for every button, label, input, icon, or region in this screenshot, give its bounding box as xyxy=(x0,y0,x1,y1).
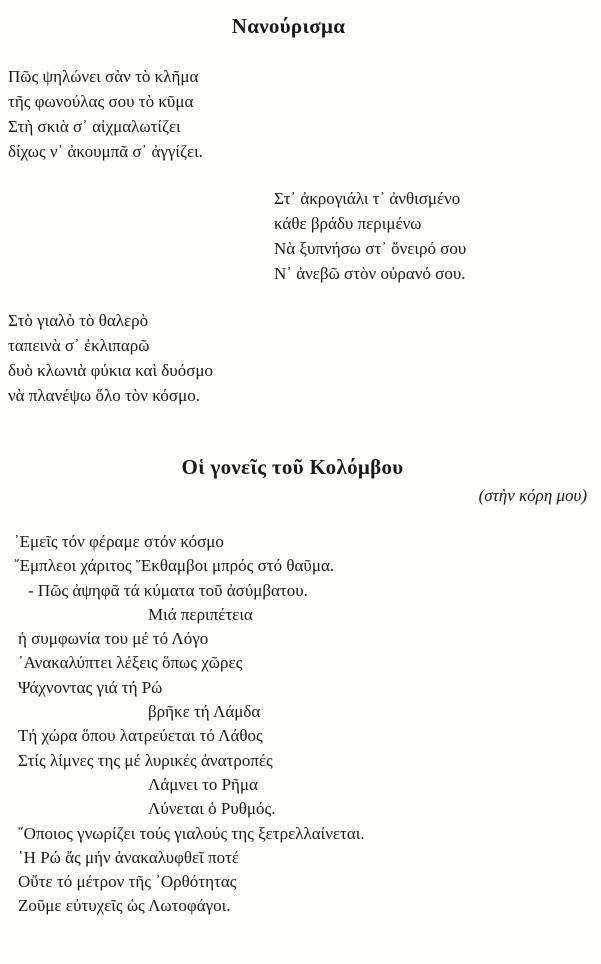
poem-2-body xyxy=(14,530,365,919)
verse-line: Πῶς ψηλώνει σὰν τὸ κλῆμα xyxy=(8,67,199,86)
verse-line: Στίς λίμνες της μέ λυρικές ἀνατροπές xyxy=(18,750,273,770)
verse-line: Ν᾽ ἀνεβῶ στὸν οὐρανό σου. xyxy=(274,264,466,283)
verse-line: τῆς φωνούλας σου τὸ κῦμα xyxy=(8,92,194,111)
poem-title-nanourisma: Νανούρισμα xyxy=(231,14,346,38)
verse-line: Στ᾽ ἀκρογιάλι τ᾽ ἀνθισμένο xyxy=(274,189,461,208)
verse-line: κάθε βράδυ περιμένω xyxy=(274,214,422,233)
verse-line: ᾽Ανακαλύπτει λέξεις ὅπως χῶρες xyxy=(18,653,243,673)
verse-line: Νὰ ξυπνήσω στ᾽ ὄνειρό σου xyxy=(274,239,467,258)
verse-line: Λύνεται ὁ Ρυθμός. xyxy=(148,799,276,819)
stanza-2 xyxy=(274,186,466,286)
verse-line: ῞Οποιος γνωρίζει τούς γιαλούς της ξετρελλαίνεται. xyxy=(18,823,365,843)
stanza-3 xyxy=(8,308,213,408)
dedication: (στὴν κόρη μου) xyxy=(478,486,587,505)
verse-line: Μιά περιπέτεια xyxy=(148,604,253,624)
stanza-1 xyxy=(8,64,203,164)
verse-line: ῎Εμπλεοι χάριτος Ἔκθαμβοι μπρός στό θαῦμα. xyxy=(14,556,335,576)
verse-line: δυὸ κλωνιὰ φύκια καὶ δυόσμο xyxy=(8,361,213,380)
poem-title-oi-goneis: Οἱ γονεῖς τοῦ Κολόμβου xyxy=(181,455,404,479)
verse-line: ῾Η Ρώ ἄς μήν ἀνακαλυφθεῖ ποτέ xyxy=(18,847,240,867)
verse-line: ταπεινὰ σ᾽ ἐκλιπαρῶ xyxy=(8,336,150,355)
verse-line: Λάμνει το Ρῆμα xyxy=(148,774,258,794)
verse-line: - Πῶς ἀψηφᾶ τά κύματα τοῦ ἀσύμβατου. xyxy=(28,580,308,600)
verse-line: Ζοῦμε εὐτυχεῖς ὡς Λωτοφάγοι. xyxy=(18,896,231,916)
verse-line: ᾽Εμεῖς τόν φέραμε στόν κόσμο xyxy=(14,532,224,551)
verse-line: Τή χώρα ὅπου λατρεύεται τό Λάθος xyxy=(18,726,263,746)
verse-line: Οὔτε τό μέτρον τῆς ᾽Ορθότητας xyxy=(18,872,237,892)
verse-line: δίχως ν᾽ ἀκουμπᾶ σ᾽ ἀγγίζει. xyxy=(8,142,203,161)
verse-line: νὰ πλανέψω ὅλο τὸν κόσμο. xyxy=(8,386,200,405)
verse-line: Στὸ γιαλὸ τὸ θαλερὸ xyxy=(8,311,149,330)
verse-line: Στὴ σκιὰ σ᾽ αἰχμαλωτίζει xyxy=(8,117,181,136)
verse-line: βρῆκε τή Λάμδα xyxy=(148,702,261,722)
verse-line: Ψάχνοντας γιά τή Ρώ xyxy=(18,677,163,697)
verse-line: ἡ συμφωνία του μέ τό Λόγο xyxy=(18,629,209,649)
